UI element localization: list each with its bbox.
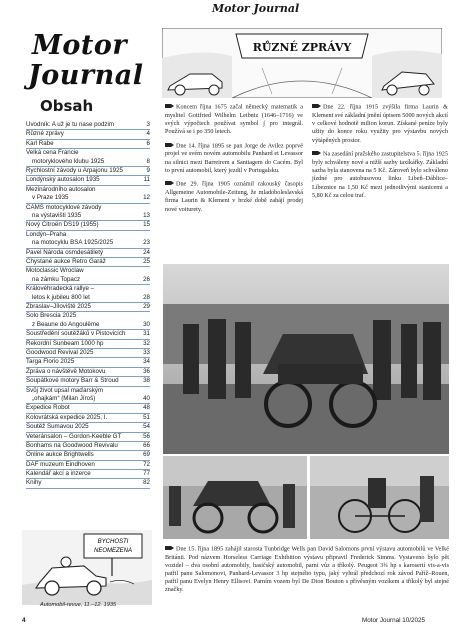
toc-item-page: 23 (143, 239, 150, 247)
toc-item-title: Kalendář akcí a inzerce (26, 470, 91, 478)
toc-item-page: 26 (143, 275, 150, 283)
sign-line1: BYCHOSTI (97, 539, 129, 545)
toc-item (26, 404, 150, 413)
toc-item-page: 48 (143, 404, 150, 412)
toc-item-title: Goodwood Revival 2025 (26, 348, 94, 356)
toc-item (26, 377, 150, 386)
toc-item-page: 66 (143, 441, 150, 449)
toc-item (26, 387, 150, 405)
toc-item-title: Rychlostní závody u Arpajonu 1925 (26, 166, 123, 174)
toc-item (26, 461, 150, 470)
toc-item (26, 368, 150, 377)
tricycle-photo-icon (310, 456, 449, 539)
toc-item-page: 34 (143, 358, 150, 366)
toc-item-title: Nový Citroën DS19 (1955) (26, 221, 99, 229)
toc-item-title: Královéhradecká rallye – (26, 285, 95, 293)
toc-item (26, 303, 150, 312)
toc-item-page: 77 (143, 470, 150, 478)
toc-item-title: Pavel Národa osmdesátiletý (26, 248, 104, 256)
toc-item (26, 479, 150, 488)
photo-vintage-cars-exhibition (163, 264, 449, 454)
article-paragraph (165, 103, 303, 137)
page-number: 4 (22, 617, 26, 624)
carriage-photo-icon (163, 456, 307, 539)
article-text: Dne 29. října 1905 oznámil rakouský časopis Allgemeine Automobile-Zeitung, že mladoboleslavská firma Laurin & Klement v brzké době zahájí prodej nové voiturety. (165, 180, 303, 213)
toc-item-title: Kolovrátská expedice 2025, I. (26, 413, 108, 421)
toc-item (26, 433, 150, 442)
toc-item-title: Expedice Robot (26, 404, 70, 412)
contents-title: Obsah (40, 97, 94, 115)
toc-item-subtitle: na výstavišti 1935 (32, 211, 82, 219)
toc-item (26, 121, 150, 130)
article-text: Dne 14. října 1895 se pan Jorge de Avilez poprvé projel ve svém novém automobilu Panhard et Levassor na silnici mezi Barreirem a Santiagem do Cacém. Byl to první automobil, který jezdil v Portugalsku. (165, 142, 303, 175)
toc-item-title: Velká cena Francie (26, 149, 79, 157)
toc-item-title: Karl Rabe (26, 139, 54, 147)
toc-item-title: Rekordní Sunbeam 1000 hp (26, 339, 104, 347)
toc-item-page: 9 (146, 166, 150, 174)
toc-item-page: 32 (143, 339, 150, 347)
toc-item-subtitle: v Praze 1935 (32, 194, 69, 202)
toc-item-page: 24 (143, 248, 150, 256)
issue-label: Motor Journal 10/2025 (362, 617, 426, 624)
toc-item-page: 69 (143, 451, 150, 459)
toc-item-page: 28 (143, 293, 150, 301)
toc-item-page: 36 (143, 367, 150, 375)
toc-item-page: 51 (143, 413, 150, 421)
toc-item-title: Úvodník: A už je tu nase podzim (26, 121, 115, 128)
photo-carriage (163, 456, 307, 539)
article-paragraph (165, 180, 303, 214)
toc-item-page: 6 (146, 139, 150, 147)
toc-item-page: 31 (143, 330, 150, 338)
article-text: Na zasedání pražského zastupitelstva 5. října 1925 byly schváleny nové a nižší sazby taxíkářky. Základní sazba byla stanovena na 5 Kč. Zároveň bylo schváleno jízdné pro autobusovou linku Libeň–Dáblice–Líbeznice na 1,50 Kč mezi jednotlivými stanicemi a 5,80 Kč za celou trať. (312, 150, 448, 199)
toc-item (26, 167, 150, 176)
toc-item (26, 349, 150, 358)
toc-item-page: 15 (143, 221, 150, 229)
banner-label: RŮZNÉ ZPRÁVY (252, 41, 352, 54)
toc-item (26, 149, 150, 167)
article-paragraph (165, 142, 303, 176)
toc-item (26, 312, 150, 330)
toc-item-page: 8 (146, 157, 150, 165)
header-brand: Motor Journal (212, 2, 300, 15)
toc-item-subtitle: z Beaune do Angoulême (32, 320, 100, 328)
toc-item (26, 470, 150, 479)
logo-line2: Journal (28, 60, 144, 91)
toc-item-subtitle: na motocyklu BSA 1925/2025 (32, 239, 114, 247)
articles-column-2 (312, 103, 448, 205)
pointing-hand-icon (165, 103, 174, 109)
toc-item (26, 423, 150, 432)
toc-item-page: 82 (143, 479, 150, 487)
toc-item-title: Chystané aukce Retro Garáž (26, 257, 106, 265)
pointing-hand-icon (165, 545, 174, 551)
article-text: Koncem října 1675 začal německý matematik a myslitel Gottfried Wilhelm Leibniz (1646–1716) ve svých výpočtech používat symbol ∫ pro integrál. Používá se i po 350 letech. (165, 103, 303, 136)
toc-item-page: 33 (143, 348, 150, 356)
toc-item (26, 186, 150, 204)
toc-item-subtitle: letos k jubileu 800 let (32, 293, 90, 301)
toc-item (26, 442, 150, 451)
toc-item-page: 3 (146, 121, 150, 128)
toc-item (26, 204, 150, 222)
toc-item-page: 29 (143, 303, 150, 310)
toc-item (26, 176, 150, 185)
toc-item-page: 72 (143, 460, 150, 468)
toc-item (26, 249, 150, 258)
toc-item (26, 258, 150, 267)
toc-item-title: Veteránsalon – Gordon-Keeble GT (26, 432, 122, 440)
toc-item-page: 30 (143, 320, 150, 328)
magazine-logo (26, 30, 161, 94)
toc-item (26, 330, 150, 339)
pointing-hand-icon (165, 142, 174, 148)
toc-item (26, 451, 150, 460)
toc-item-page: 4 (146, 130, 150, 138)
article-paragraph (312, 103, 448, 145)
cartoon-illustration (22, 530, 152, 610)
vintage-road-banner-icon (162, 28, 442, 98)
cartoon-caption: Automobil-revue, 11.–12. 1935 (40, 602, 117, 608)
logo-line1: Motor (32, 30, 128, 61)
toc-item-subtitle: motoryklového klubu 1925 (32, 157, 105, 165)
toc-item-page: 13 (143, 211, 150, 219)
header-banner (162, 28, 442, 98)
toc-item-page: 40 (143, 394, 150, 402)
toc-item (26, 414, 150, 423)
toc-item-page: 56 (143, 432, 150, 440)
crowd-photo-icon (163, 264, 449, 454)
toc-item-title: Soutěž Šumavou 2025 (26, 423, 89, 431)
toc-item-subtitle: na zámku Topacz (32, 275, 81, 283)
bottom-photo-caption (165, 545, 449, 594)
toc-item-page: 25 (143, 257, 150, 265)
sign-line2: NEOMEZENA (93, 548, 133, 554)
toc-item (26, 285, 150, 303)
toc-item-title: Londýnský autosalon 1935 (26, 176, 100, 184)
article-paragraph (312, 150, 448, 200)
table-of-contents (26, 121, 150, 489)
toc-item (26, 221, 150, 230)
toc-item (26, 358, 150, 367)
toc-item-page: 54 (143, 423, 150, 431)
toc-item-title: Knihy (26, 479, 42, 487)
toc-item-title: Targa Florio 2025 (26, 358, 75, 366)
toc-item-title: Bonhams na Goodwood Revivalu (26, 441, 118, 449)
article-text: Dne 22. října 1915 zvýšila firma Laurin & Klement své základní jmění úpisem 5000 nových akcií v celkové hodnotě milion korun. Získané peníze byly užity do konce roku využity pro výstavbu nových výtápěných prostor. (312, 103, 448, 144)
toc-item-title: Svůj život upsal maďarským (26, 386, 104, 394)
toc-item (26, 267, 150, 285)
toc-item-title: Mezinárodního autosalon (26, 185, 96, 193)
toc-item-page: 11 (143, 176, 150, 184)
toc-item-title: Motoclassic Wroclaw (26, 267, 84, 275)
pointing-hand-icon (312, 150, 321, 156)
toc-item (26, 140, 150, 149)
toc-item-page: 12 (143, 194, 150, 202)
toc-item-subtitle: „ohajkám“ (Milan Jíroš) (32, 394, 96, 402)
toc-item-title: Londýn–Praha (26, 230, 67, 238)
toc-item-title: Soustředění soutěžáků v Pistovicích (26, 330, 126, 338)
toc-item-title: ČAMS motocyklové závody (26, 203, 102, 211)
toc-item-title: Solo Brescia 2025 (26, 312, 77, 320)
toc-item-title: Zpráva o návštěvě Motokovu (26, 367, 106, 375)
toc-item-title: DAF muzeum Eindhoven (26, 460, 95, 468)
toc-item (26, 340, 150, 349)
toc-item-title: Soupátkové motory Barr & Stroud (26, 377, 119, 385)
toc-item-page: 38 (143, 377, 150, 385)
pointing-hand-icon (312, 103, 321, 109)
toc-item (26, 130, 150, 139)
pointing-hand-icon (165, 180, 174, 186)
toc-item-title: Různé zprávy (26, 130, 64, 138)
bottom-caption-text: Dne 15. října 1895 zahájil starosta Tunbridge Wells pan David Salomons první výstavu automobilů ve Velké Británii. Pod názvem Horseless Carriage Exhibition výstavu připravil Frederick Simms. Vystaveno bylo pět vozidel – dva osobní automobily, hasičský automobil, parní vůz a tříkolý. Peugeot 3¾ hp s karoserií vis-a-vis patřil panu Salomonovi, Panhard-Levassor 3 hp stejného typu, jaký vyhrál předchozí rok závod Paříž–Rouen, patřil panu Evelyn Henry Ellisovi. Parním vozem byl De Dion Bouton s přívěsným vozíkem a tříkolý byl stejné značky. (165, 545, 449, 593)
photo-tricycle (310, 456, 449, 539)
toc-item-title: Online aukce Brightwells (26, 451, 94, 459)
articles-column-1 (165, 103, 303, 219)
car-cartoon-icon (22, 530, 152, 605)
toc-item (26, 231, 150, 249)
toc-item-title: Zbraslav–Jíloviště 2025 (26, 303, 92, 310)
